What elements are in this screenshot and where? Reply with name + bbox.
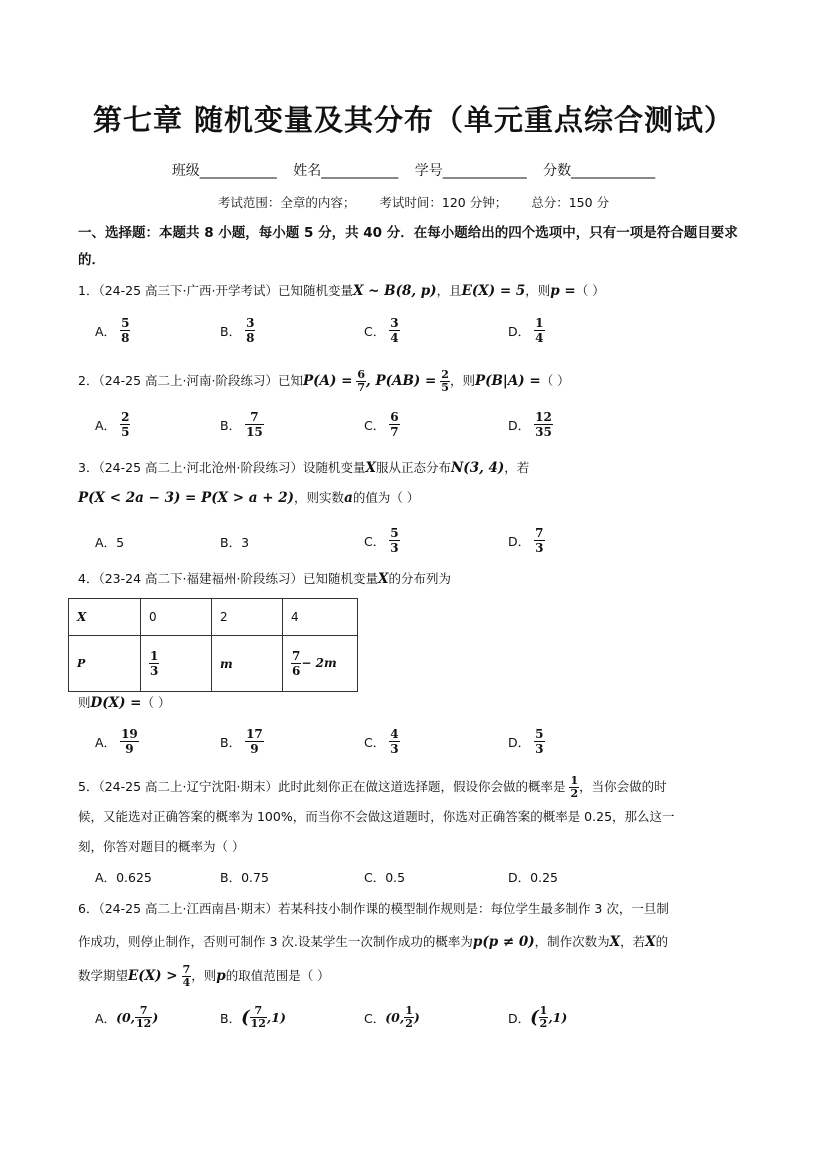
exam-scope: 考试范围：全章的内容； xyxy=(217,195,356,210)
option-b[interactable]: B．3 xyxy=(220,534,250,550)
question-1: 1．（24-25 高三下·广西·开学考试）已知随机变量X ~ B(8, p)，且E(X) = 5，则p =（ ） xyxy=(78,283,605,299)
table-row: X 0 2 4 xyxy=(69,599,358,636)
section-heading: 一、选择题：本题共 8 小题，每小题 5 分，共 40 分．在每小题给出的四个选项中，只有一项是符合题目要求的． xyxy=(78,225,738,268)
option-c[interactable]: C． $\frac{3}{4}$ xyxy=(364,316,399,345)
option-d[interactable]: D． $\frac{5}{3}$ xyxy=(508,727,544,756)
option-d[interactable]: D．( $\frac{1}{2}$ ,1) xyxy=(508,1004,568,1030)
question-6: 6．（24-25 高二上·江西南昌·期末）若某科技小制作课的模型制作规则是：每位学生最多制作 3 次，一旦制 作成功，则停止制作，否则可制作 3 次.设某学生一次制作成功的概率为p(p ≠ 0)，制作次数为X，若X的 数学期望E(X) > $\frac{7}{4}$ ，则p的取值范围是（ ） xyxy=(78,901,669,989)
student-id-field: 学号____________ xyxy=(414,163,527,179)
option-a[interactable]: A． $\frac{5}{8}$ xyxy=(95,316,130,345)
option-b[interactable]: B．0.75 xyxy=(220,869,269,885)
option-c[interactable]: C． $\frac{5}{3}$ xyxy=(364,526,399,555)
option-a[interactable]: A． $\frac{19}{9}$ xyxy=(95,727,138,756)
option-a[interactable]: A．5 xyxy=(95,534,125,550)
question-5: 5．（24-25 高二上·辽宁沈阳·期末）此时此刻你正在做这道选择题，假设你会做的概率是 $\frac{1}{2}$ ，当你会做的时 候，又能选对正确答案的概率为 100%，而当你不会做这道题时，你选对正确答案的概率是 0.25，那么这一 刻，你答对题目的概率为（ ） xyxy=(78,774,675,854)
option-a[interactable]: A．0.625 xyxy=(95,869,152,885)
option-a[interactable]: A． $\frac{2}{5}$ xyxy=(95,410,130,439)
option-b[interactable]: B． $\frac{3}{8}$ xyxy=(220,316,255,345)
option-d[interactable]: D．0.25 xyxy=(508,869,558,885)
option-d[interactable]: D． $\frac{7}{3}$ xyxy=(508,526,544,555)
option-d[interactable]: D． $\frac{1}{4}$ xyxy=(508,316,544,345)
name-field: 姓名___________ xyxy=(293,163,399,179)
score-field: 分数____________ xyxy=(543,163,656,179)
option-c[interactable]: C． $\frac{4}{3}$ xyxy=(364,727,399,756)
option-c[interactable]: C． $\frac{6}{7}$ xyxy=(364,410,399,439)
option-a[interactable]: A．(0, $\frac{7}{12}$ ) xyxy=(95,1004,159,1030)
question-4-ask: 则D(X) =（ ） xyxy=(78,695,171,711)
exam-time: 考试时间：120 分钟； xyxy=(379,195,508,210)
option-c[interactable]: C．(0, $\frac{1}{2}$ ) xyxy=(364,1004,420,1030)
table-row: P $\frac{1}{3}$ m $\frac{7}{6}$ − 2m xyxy=(69,636,358,692)
option-b[interactable]: B． $\frac{17}{9}$ xyxy=(220,727,263,756)
class-field: 班级___________ xyxy=(171,163,277,179)
distribution-table xyxy=(68,598,358,692)
option-d[interactable]: D． $\frac{12}{35}$ xyxy=(508,410,552,439)
exam-total: 总分：150 分 xyxy=(531,195,610,210)
option-b[interactable]: B．( $\frac{7}{12}$ ,1) xyxy=(220,1004,286,1030)
option-b[interactable]: B． $\frac{7}{15}$ xyxy=(220,410,263,439)
question-2: 2．（24-25 高二上·河南·阶段练习）已知P(A) = $\frac{6}{7}$ , P(AB) = $\frac{2}{5}$ ，则P(B|A) =（ ） xyxy=(78,368,570,394)
exam-meta-line xyxy=(0,193,827,211)
page-title: 第七章 随机变量及其分布（单元重点综合测试） xyxy=(92,103,735,137)
option-c[interactable]: C．0.5 xyxy=(364,869,406,885)
student-info-line xyxy=(0,160,827,180)
question-4: 4．（23-24 高二下·福建福州·阶段练习）已知随机变量X的分布列为 xyxy=(78,571,451,587)
question-3: 3．（24-25 高二上·河北沧州·阶段练习）设随机变量X服从正态分布N(3, 4)，若 P(X < 2a − 3) = P(X > a + 2)，则实数a的值为（ ） xyxy=(78,460,530,506)
